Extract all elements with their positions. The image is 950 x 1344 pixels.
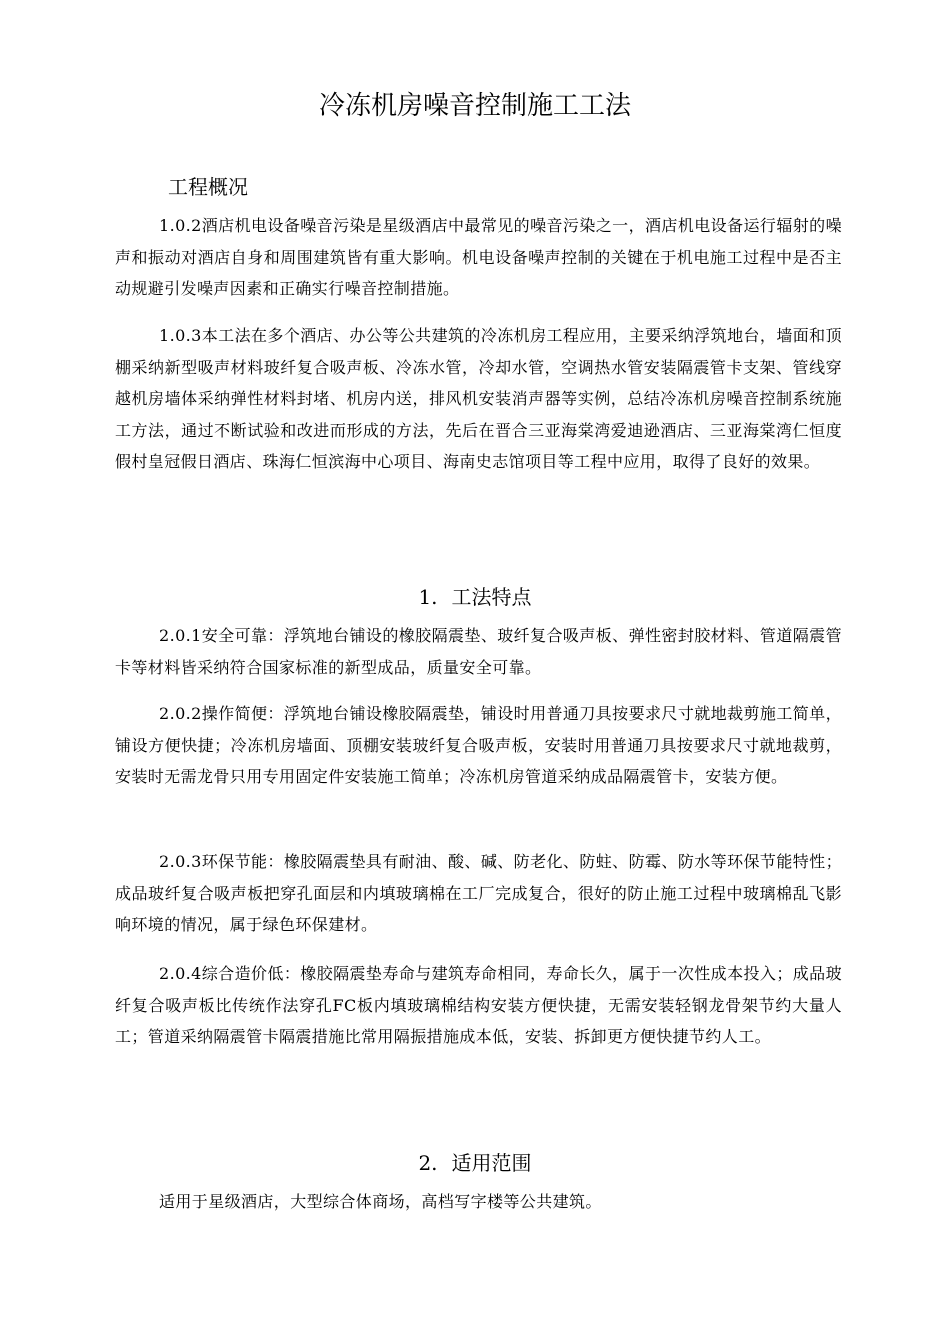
section-2-paragraph-1: 适用于星级酒店，大型综合体商场，高档写字楼等公共建筑。 [159, 1192, 602, 1211]
section-1-title: 工法特点 [451, 585, 532, 609]
document-title: 冷冻机房噪音控制施工工法 [318, 91, 631, 121]
overview-paragraph-1: 1.0.2酒店机电设备噪音污染是星级酒店中最常见的噪音污染之一，酒店机电设备运行辐射的噪声和振动对酒店自身和周围建筑皆有重大影响。机电设备噪声控制的关键在于机电施工过程中是否主动规避引发噪声因素和正确实行噪音控制措施。 [115, 216, 842, 298]
section-1-paragraph-3: 2.0.3环保节能：橡胶隔震垫具有耐油、酸、碱、防老化、防蛀、防霉、防水等环保节能特性；成品玻纤复合吸声板把穿孔面层和内填玻璃棉在工厂完成复合，很好的防止施工过程中玻璃棉乱飞影响环境的情况，属于绿色环保建材。 [115, 852, 842, 934]
section-2-title: 适用范围 [451, 1151, 532, 1175]
section-2-heading [0, 1148, 950, 1178]
section-1-paragraph-4: 2.0.4综合造价低：橡胶隔震垫寿命与建筑寿命相同，寿命长久，属于一次性成本投入；成品玻纤复合吸声板比传统作法穿孔FC板内填玻璃棉结构安装方便快捷，无需安装轻钢龙骨架节约大量人工；管道采纳隔震管卡隔震措施比常用隔振措施成本低，安装、拆卸更方便快捷节约人工。 [115, 964, 842, 1046]
section-1-paragraph-2: 2.0.2操作简便：浮筑地台铺设橡胶隔震垫，铺设时用普通刀具按要求尺寸就地裁剪施工简单，铺设方便快捷；冷冻机房墙面、顶棚安装玻纤复合吸声板，安装时用普通刀具按要求尺寸就地裁剪，安装时无需龙骨只用专用固定件安装施工简单；冷冻机房管道采纳成品隔震管卡，安装方便。 [115, 704, 842, 786]
section-1-number: 1. [418, 585, 438, 609]
section-1-paragraph-1: 2.0.1安全可靠：浮筑地台铺设的橡胶隔震垫、玻纤复合吸声板、弹性密封胶材料、管道隔震管卡等材料皆采纳符合国家标准的新型成品，质量安全可靠。 [115, 626, 842, 677]
overview-paragraph-2: 1.0.3本工法在多个酒店、办公等公共建筑的冷冻机房工程应用，主要采纳浮筑地台，墙面和顶棚采纳新型吸声材料玻纤复合吸声板、冷冻水管，冷却水管，空调热水管安装隔震管卡支架、管线穿越机房墙体采纳弹性材料封堵、机房内送，排风机安装消声器等实例，总结冷冻机房噪音控制系统施工方法，通过不断试验和改进而形成的方法，先后在晋合三亚海棠湾爱迪逊酒店、三亚海棠湾仁恒度假村皇冠假日酒店、珠海仁恒滨海中心项目、海南史志馆项目等工程中应用，取得了良好的效果。 [115, 326, 842, 471]
overview-heading: 工程概况 [168, 175, 248, 199]
section-1-heading [0, 582, 950, 612]
section-2-number: 2. [418, 1151, 438, 1175]
